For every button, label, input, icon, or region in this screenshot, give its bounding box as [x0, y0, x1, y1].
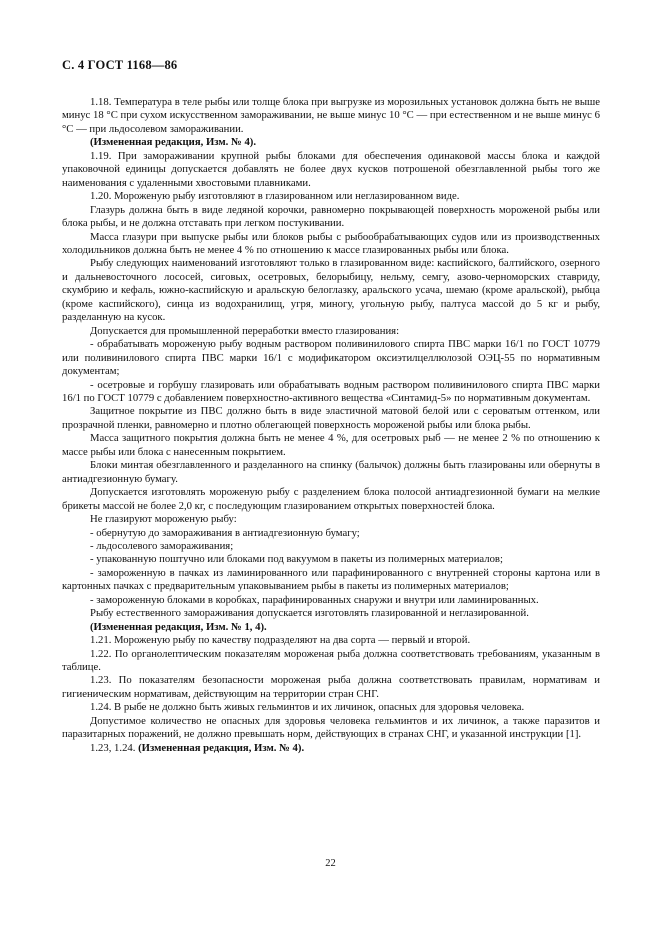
paragraph-text: Блоки минтая обезглавленного и разделанного на спинку (балычок) должны быть глазированы или обернуты в антиадгезионную бумагу.: [62, 459, 600, 485]
paragraph-text: - осетровые и горбушу глазировать или обрабатывать водным раствором поливинилового спирта ПВС марки 16/1 по ГОСТ 10779 с добавлением поверхностно-активного вещества «Синтамид-5» по нормативным документам.: [62, 378, 600, 404]
paragraph: [62, 634, 600, 647]
paragraph-text: - замороженную блоками в коробках, парафинированных снаружи и внутри или ламинированных.: [90, 593, 539, 606]
paragraph: [62, 486, 600, 513]
paragraph-text: 1.23, 1.24.: [90, 741, 139, 754]
paragraph-text: Не глазируют мороженую рыбу:: [90, 513, 237, 526]
paragraph: [62, 674, 600, 701]
amendment-note: [62, 621, 600, 634]
paragraph: [62, 231, 600, 258]
list-item: [62, 379, 600, 406]
paragraph-text: Защитное покрытие из ПВС должно быть в виде эластичной матовой белой или с сероватым оттенком, или прозрачной пленки, равномерно и плотно облегающей поверхность мороженой рыбы или блока рыбы.: [62, 405, 600, 431]
page-number: 22: [325, 858, 336, 869]
paragraph-text: Допускается для промышленной переработки вместо глазирования:: [90, 324, 400, 337]
paragraph-text: 1.20. Мороженую рыбу изготовляют в глазированном или неглазированном виде.: [90, 190, 460, 203]
paragraph-text: - замороженную в пачках из ламинированного или парафинированного с внутренней стороны картона или в картонных пачках с предварительным упаковыванием рыбы в пакеты из полимерных материалов;: [62, 566, 600, 593]
amendment-note: [62, 136, 600, 149]
paragraph: [62, 607, 600, 620]
paragraph: [62, 513, 600, 526]
paragraph: [62, 701, 600, 714]
amendment-text: (Измененная редакция, Изм. № 4).: [138, 741, 305, 754]
amendment-text: (Измененная редакция, Изм. № 1, 4).: [90, 620, 267, 633]
paragraph-text: 1.18. Температура в теле рыбы или толще блока при выгрузке из морозильных установок должна быть не выше минус 18 °С при сухом искусственном замораживании, не выше минус 10 °С — при естественном и не выше минус 6 °С — при льдосолевом замораживании.: [62, 96, 600, 135]
list-item: [62, 594, 600, 607]
amendment-note: [62, 742, 600, 755]
paragraph-text: 1.21. Мороженую рыбу по качеству подразделяют на два сорта — первый и второй.: [90, 634, 471, 647]
page-header: С. 4 ГОСТ 1168—86: [62, 58, 178, 72]
paragraph-text: Допускается изготовлять мороженую рыбу с разделением блока полосой антиадгезионной бумаги на мелкие брикеты массой не более 2,0 кг, с последующим глазированием открытых поверхностей блока.: [62, 486, 600, 512]
list-item: [62, 567, 600, 594]
paragraph: [62, 715, 600, 742]
amendment-text: (Измененная редакция, Изм. № 4).: [90, 136, 257, 149]
paragraph-text: Рыбу естественного замораживания допускается изготовлять глазированной и неглазированной.: [90, 607, 529, 620]
paragraph: [62, 150, 600, 190]
paragraph-text: - упакованную поштучно или блоками под вакуумом в пакеты из полимерных материалов;: [90, 553, 503, 566]
list-item: [62, 527, 600, 540]
paragraph-text: Масса защитного покрытия должна быть не менее 4 %, для осетровых рыб — не менее 2 % по отношению к массе рыбы или блока с нанесенным покрытием.: [62, 432, 600, 458]
paragraph-text: - обрабатывать мороженую рыбу водным раствором поливинилового спирта ПВС марки 16/1 по ГОСТ 10779 или поливинилового спирта ПВС марки 16/1 с модификатором оксиэтилцеллюлозой ОЭЦ-55 по нормативным документам;: [62, 338, 600, 378]
paragraph: [62, 459, 600, 486]
paragraph: [62, 405, 600, 432]
paragraph-text: 1.24. В рыбе не должно быть живых гельминтов и их личинок, опасных для здоровья человека.: [90, 701, 525, 714]
paragraph: [62, 648, 600, 675]
paragraph: [62, 204, 600, 231]
paragraph: [62, 257, 600, 324]
paragraph: [62, 96, 600, 136]
list-item: [62, 338, 600, 378]
list-item: [62, 540, 600, 553]
paragraph-text: 1.23. По показателям безопасности мороженая рыба должна соответствовать правилам, нормативам и гигиеническим нормативам, действующим на территории стран СНГ.: [62, 674, 600, 700]
paragraph-text: Масса глазури при выпуске рыбы или блоков рыбы с рыбообрабатывающих судов или из производственных холодильников должна быть не менее 4 % по отношению к массе глазированных рыбы или блока.: [62, 230, 600, 256]
paragraph-text: - льдосолевого замораживания;: [90, 539, 234, 552]
paragraph-text: Рыбу следующих наименований изготовляют только в глазированном виде: каспийского, балтийского, озерного и дальневосточного лососей, сиговых, осетровых, белорыбицу, нельму, семгу, азово-черноморских ставриду, скумбрию и кефаль, южно-каспийскую и аральскую белоглазку, аральского усача, шемаю (кроме аральской), рыбца (кроме каспийского), синца из водохранилищ, угря, миногу, угольную рыбу, палтуса массой до 5 кг и рыбу, разделанную на кусок.: [62, 257, 600, 324]
paragraph-text: - обернутую до замораживания в антиадгезионную бумагу;: [90, 526, 360, 539]
document-body: [62, 96, 600, 755]
paragraph-text: 1.19. При замораживании крупной рыбы блоками для обеспечения одинаковой массы блока и каждой упаковочной единицы допускается добавлять не более двух кусков потрошеной обезглавленной рыбы того же наименования с удаленными хвостовыми плавниками.: [62, 149, 600, 189]
paragraph-text: Допустимое количество не опасных для здоровья человека гельминтов и их личинок, а также паразитов и паразитарных поражений, не должно превышать норм, действующих в странах СНГ, и указанной инструкции [1].: [62, 714, 600, 741]
paragraph-text: 1.22. По органолептическим показателям мороженая рыба должна соответствовать требованиям, указанным в таблице.: [62, 647, 600, 674]
paragraph-text: Глазурь должна быть в виде ледяной корочки, равномерно покрывающей поверхность мороженой рыбы или блока рыбы, и не должна отставать при легком постукивании.: [62, 203, 600, 230]
paragraph: [62, 432, 600, 459]
list-item: [62, 553, 600, 566]
paragraph: [62, 325, 600, 338]
paragraph: [62, 190, 600, 203]
